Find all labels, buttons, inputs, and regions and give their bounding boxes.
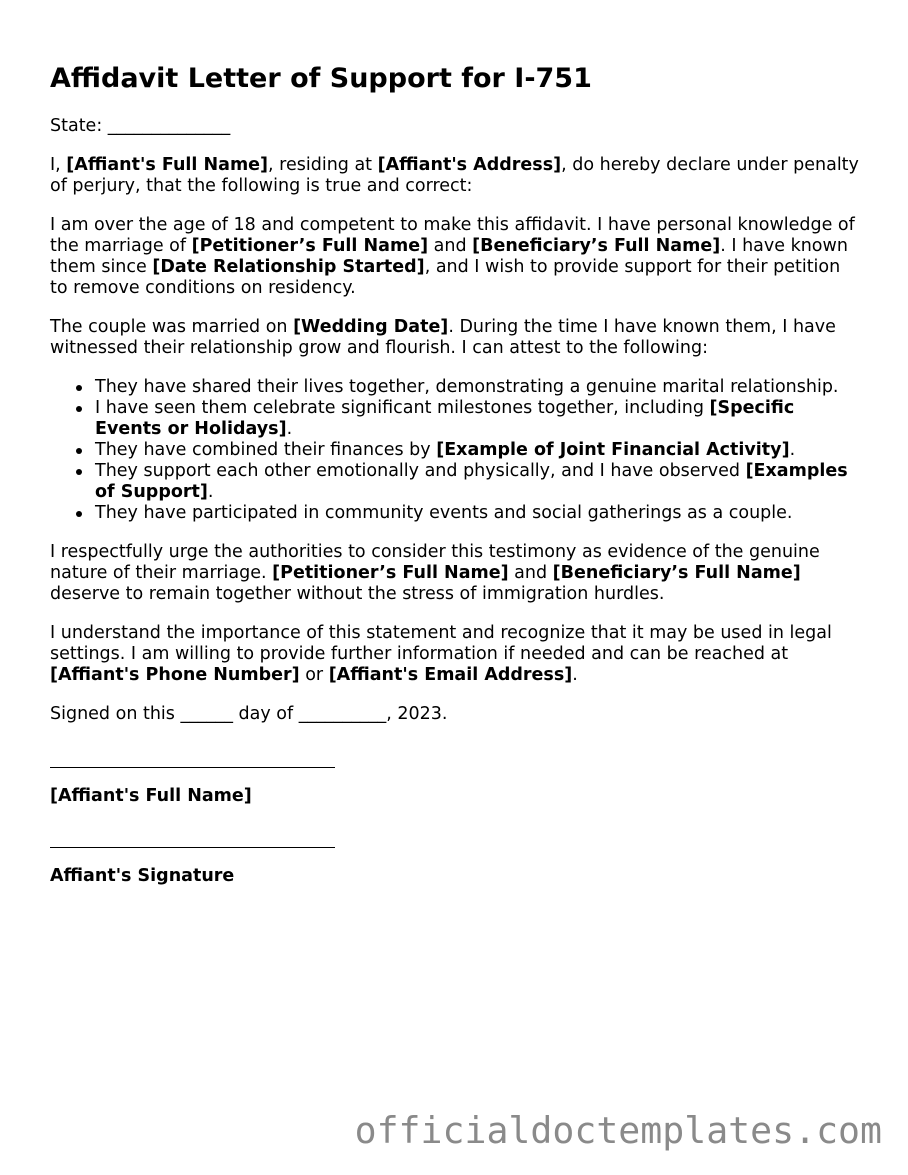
affiant-name-placeholder: [Affiant's Full Name] (66, 155, 269, 175)
signed-date-line: Signed on this ______ day of __________, 2023. (50, 704, 448, 724)
state-line: State: ______________ (50, 116, 231, 136)
petitioner-name-placeholder: [Petitioner’s Full Name] (191, 236, 429, 256)
marriage-paragraph: The couple was married on [Wedding Date]. During the time I have known them, I have witnessed their relationship grow and flourish. I can attest to the following: (50, 317, 836, 358)
affiant-name-label: [Affiant's Full Name] (50, 786, 252, 806)
wedding-date-placeholder: [Wedding Date] (293, 317, 449, 337)
list-item: They have participated in community events and social gatherings as a couple. (95, 503, 862, 524)
financial-activity-placeholder: [Example of Joint Financial Activity] (436, 440, 790, 460)
list-item: They have combined their finances by [Example of Joint Financial Activity]. (95, 440, 862, 461)
email-placeholder: [Affiant's Email Address] (328, 665, 573, 685)
signature-underline (50, 847, 335, 848)
relationship-date-placeholder: [Date Relationship Started] (152, 257, 425, 277)
name-underline (50, 767, 335, 768)
affiant-address-placeholder: [Affiant's Address] (377, 155, 562, 175)
events-placeholder: [Specific Events or Holidays] (95, 398, 795, 439)
beneficiary-name-placeholder: [Beneficiary’s Full Name] (472, 236, 721, 256)
document-page (50, 0, 862, 887)
beneficiary-name-placeholder: [Beneficiary’s Full Name] (552, 563, 801, 583)
list-item: I have seen them celebrate significant milestones together, including [Specific Events or Holidays]. (95, 398, 862, 440)
contact-paragraph: I understand the importance of this statement and recognize that it may be used in legal settings. I am willing to provide further information if needed and can be reached at [Affiant's Phone Number] or [Affiant's Email Address]. (50, 623, 832, 685)
document-title: Affidavit Letter of Support for I-751 (50, 63, 592, 94)
petitioner-name-placeholder: [Petitioner’s Full Name] (272, 563, 509, 583)
list-item: They have shared their lives together, demonstrating a genuine marital relationship. (95, 377, 862, 398)
knowledge-paragraph: I am over the age of 18 and competent to make this affidavit. I have personal knowledge of the marriage of [Petitioner’s Full Name] and [Beneficiary’s Full Name]. I have known them since [Date Relationship Started], and I wish to provide support for their petition to remove conditions on residency. (50, 215, 855, 298)
phone-placeholder: [Affiant's Phone Number] (50, 665, 300, 685)
support-examples-placeholder: [Examples of Support] (95, 461, 848, 502)
urge-paragraph: I respectfully urge the authorities to consider this testimony as evidence of the genuine nature of their marriage. [Petitioner’s Full Name] and [Beneficiary’s Full Name] deserve to remain together without the stress of immigration hurdles. (50, 542, 820, 604)
intro-paragraph: I, [Affiant's Full Name], residing at [Affiant's Address], do hereby declare under penalty of perjury, that the following is true and correct: (50, 155, 859, 196)
list-item: They support each other emotionally and physically, and I have observed [Examples of Support]. (95, 461, 862, 503)
affiant-signature-label: Affiant's Signature (50, 866, 235, 886)
watermark: officialdoctemplates.com (354, 1109, 882, 1152)
attestation-list (50, 377, 862, 524)
